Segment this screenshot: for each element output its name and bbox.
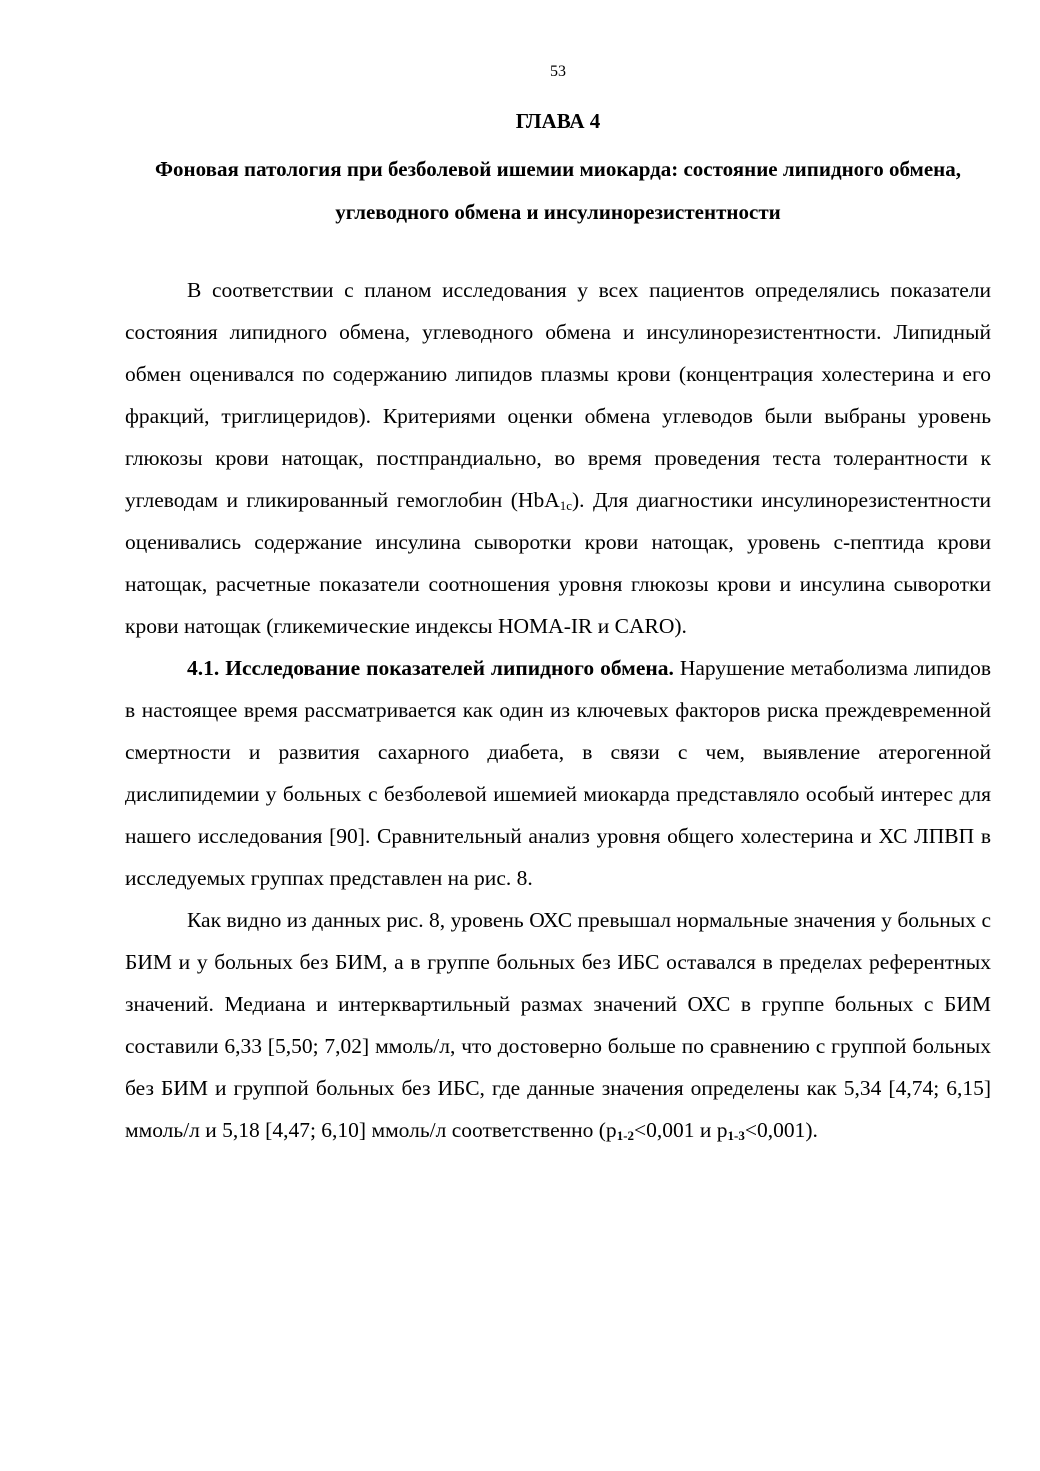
paragraph-results-text-start: Как видно из данных рис. 8, уровень ОХС превышал нормальные значения у больных с БИМ и у больных без БИМ, а в группе больных без ИБС оставался в пределах референтных значений. Медиана и интерквартильный размах значений ОХС в группе больных с БИМ составили 6,33 [5,50; 7,02] ммоль/л, что достоверно больше по сравнению с группой больных без БИМ и группой больных без ИБС, где данные значения определены как 5,34 [4,74; 6,15] ммоль/л и 5,18 [4,47; 6,10] ммоль/л соответственно (р <box>125 908 991 1142</box>
paragraph-intro <box>125 269 991 647</box>
p-value-subscript-1-2: 1-2 <box>616 1128 635 1143</box>
paragraph-section-4-1 <box>125 647 991 899</box>
paragraph-intro-text-end: ). Для диагностики инсулинорезистентности оценивались содержание инсулина сыворотки крови натощак, уровень с-пептида крови натощак, расчетные показатели соотношения уровня глюкозы крови и инсулина сыворотки крови натощак (гликемические индексы HOMA-IR и CARO). <box>125 488 991 638</box>
body-text <box>125 269 991 1151</box>
paragraph-results-text-middle: <0,001 и р <box>634 1118 728 1142</box>
paragraph-results <box>125 899 991 1151</box>
paragraph-results-text-end: <0,001). <box>744 1118 818 1142</box>
hba1c-subscript: 1c <box>559 498 572 513</box>
paragraph-section-4-1-text: Нарушение метаболизма липидов в настоящее время рассматривается как один из ключевых факторов риска преждевременной смертности и развития сахарного диабета, в связи с чем, выявление атерогенной дислипидемии у больных с безболевой ишемией миокарда представляло особый интерес для нашего исследования [90]. Сравнительный анализ уровня общего холестерина и ХС ЛПВП в исследуемых группах представлен на рис. 8. <box>125 656 991 890</box>
page-number: 53 <box>550 63 566 80</box>
paragraph-intro-text-start: В соответствии с планом исследования у всех пациентов определялись показатели состояния липидного обмена, углеводного обмена и инсулинорезистентности. Липидный обмен оценивался по содержанию липидов плазмы крови (концентрация холестерина и его фракций, триглицеридов). Критериями оценки обмена углеводов были выбраны уровень глюкозы крови натощак, постпрандиально, во время проведения теста толерантности к углеводам и гликированный гемоглобин (HbA <box>125 278 991 512</box>
chapter-heading: ГЛАВА 4 <box>515 109 601 133</box>
section-heading-4-1: 4.1. Исследование показателей липидного обмена. <box>187 656 674 680</box>
chapter-title: Фоновая патология при безболевой ишемии миокарда: состояние липидного обмена, углеводного обмена и инсулинорезистентности <box>154 157 961 224</box>
p-value-subscript-1-3: 1-3 <box>727 1128 745 1143</box>
